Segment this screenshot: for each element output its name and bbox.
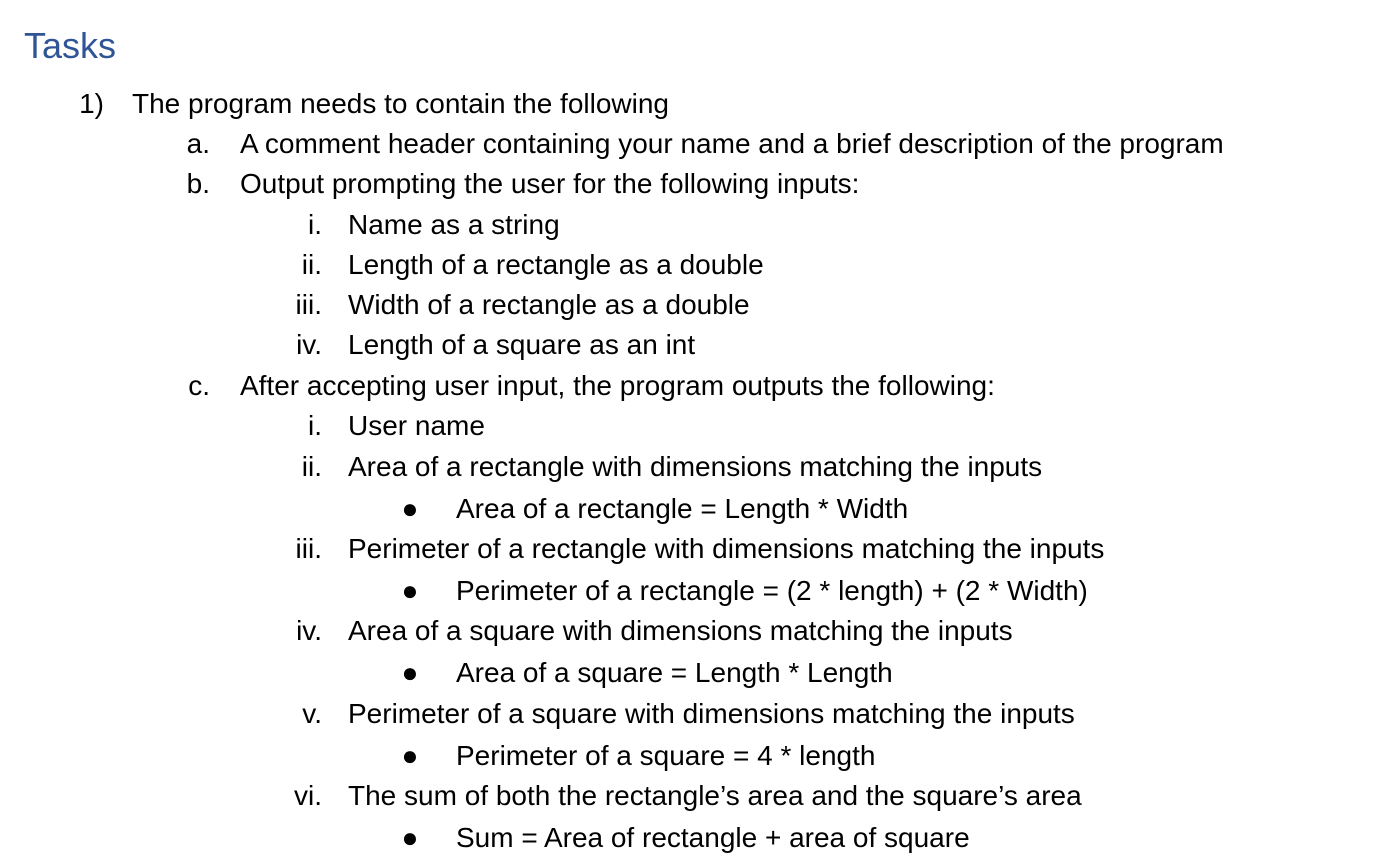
list-item-text: A comment header containing your name and a brief description of the program <box>240 128 1224 159</box>
sub-list-item-marker: iv. <box>296 615 322 646</box>
sub-list-item-marker: iii. <box>295 533 322 564</box>
sub-list-item-marker: iv. <box>296 329 322 360</box>
page-title: Tasks <box>24 25 117 66</box>
sub-list-item-marker: v. <box>302 698 322 729</box>
bullet-icon: ● <box>401 657 419 688</box>
sub-list-item-text: Width of a rectangle as a double <box>348 289 750 320</box>
bullet-icon: ● <box>401 822 419 853</box>
bullet-icon: ● <box>401 493 419 524</box>
sub-list-item-text: Name as a string <box>348 209 560 240</box>
sub-list-item-text: Area of a rectangle with dimensions matching the inputs <box>348 451 1043 482</box>
list-item-text: After accepting user input, the program outputs the following: <box>240 370 995 401</box>
sub-list-item-text: Perimeter of a square with dimensions matching the inputs <box>348 698 1075 729</box>
sub-list-item-marker: i. <box>308 410 322 441</box>
task-text: The program needs to contain the following <box>132 88 669 119</box>
list-item-marker: b. <box>186 168 210 199</box>
sub-list-item-marker: vi. <box>294 780 322 811</box>
sub-list-item-text: The sum of both the rectangle’s area and the square’s area <box>348 780 1082 811</box>
sub-list-item-text: Area of a square with dimensions matching the inputs <box>348 615 1013 646</box>
bullet-text: Perimeter of a square = 4 * length <box>456 740 876 771</box>
list-item-text: Output prompting the user for the following inputs: <box>240 168 860 199</box>
bullet-text: Sum = Area of rectangle + area of square <box>456 822 970 853</box>
list-item-marker: a. <box>186 128 210 159</box>
sub-list-item-marker: i. <box>308 209 322 240</box>
bullet-text: Area of a rectangle = Length * Width <box>456 493 909 524</box>
bullet-text: Area of a square = Length * Length <box>456 657 893 688</box>
sub-list-item-text: Length of a rectangle as a double <box>348 249 764 280</box>
bullet-text: Perimeter of a rectangle = (2 * length) + (2 * Width) <box>456 575 1088 606</box>
sub-list-item-text: Perimeter of a rectangle with dimensions matching the inputs <box>348 533 1105 564</box>
sub-list-item-marker: ii. <box>301 249 322 280</box>
sub-list-item-text: User name <box>348 410 485 441</box>
list-item-marker: c. <box>188 370 210 401</box>
bullet-icon: ● <box>401 740 419 771</box>
bullet-icon: ● <box>401 575 419 606</box>
sub-list-item-text: Length of a square as an int <box>348 329 696 360</box>
sub-list-item-marker: iii. <box>295 289 322 320</box>
task-marker: 1) <box>79 88 104 119</box>
sub-list-item-marker: ii. <box>301 451 322 482</box>
